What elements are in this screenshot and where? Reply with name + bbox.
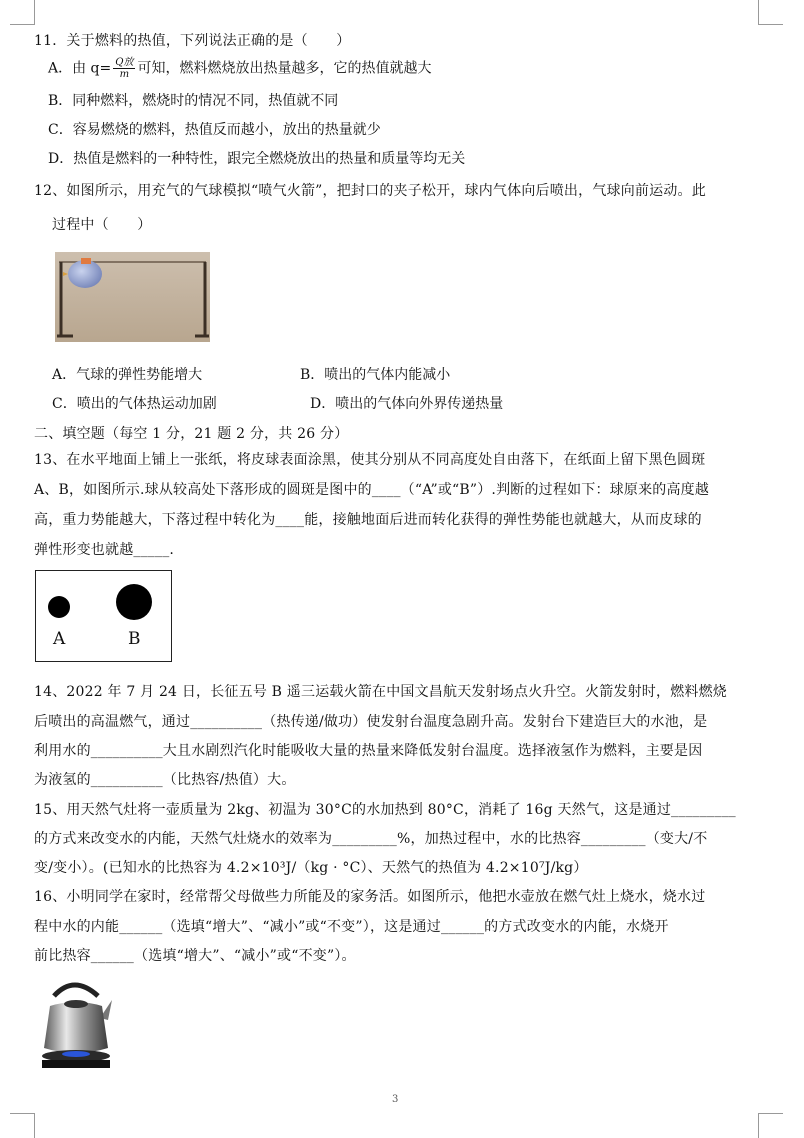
formula-denominator: m	[119, 69, 130, 80]
q14-line-2: 后喷出的高温燃气，通过__________（热传递/做功）使发射台温度急剧升高。发射台下建造巨大的水池，是	[34, 714, 708, 730]
balloon-rocket-photo	[55, 252, 210, 342]
q11-option-c: C．容易燃烧的燃料，热值反而越小，放出的热量就少	[48, 122, 381, 138]
q15-line-3: 变/变小）。(已知水的比热容为 4.2×10³J/（kg · °C）、天然气的热值为 4.2×10⁷J/kg）	[34, 860, 588, 876]
q12-option-d: D．喷出的气体向外界传递热量	[310, 396, 504, 412]
q14-line-4: 为液氢的__________（比热容/热值）大。	[34, 772, 296, 788]
q15-line-1: 15、用天然气灶将一壶质量为 2kg、初温为 30°C的水加热到 80°C，消耗了 16g 天然气，这是通过_________	[34, 802, 736, 818]
q11-stem: 11．关于燃料的热值，下列说法正确的是（ ）	[34, 33, 351, 49]
heat-value-formula	[113, 57, 135, 80]
crop-mark-top-left	[10, 0, 35, 25]
q14-line-3: 利用水的__________大且水剧烈汽化时能吸收大量的热量来降低发射台温度。选择液氢作为燃料，主要是因	[34, 743, 703, 759]
spot-a	[48, 596, 70, 618]
q13-line-1: 13、在水平地面上铺上一张纸，将皮球表面涂黑，使其分别从不同高度处自由落下，在纸面上留下黑色圆斑	[34, 452, 706, 468]
page-number: 3	[392, 1094, 399, 1105]
spot-b-label: B	[128, 629, 141, 649]
q16-line-2: 程中水的内能______（选填“增大”、“减小”或“不变”），这是通过______的方式改变水的内能，水烧开	[34, 919, 669, 935]
q13-line-4: 弹性形变也就越_____.	[34, 542, 175, 558]
spot-a-label: A	[53, 629, 66, 649]
q13-line-3: 高，重力势能越大，下落过程中转化为____能，接触地面后进而转化获得的弹性势能也就越大，从而皮球的	[34, 512, 702, 528]
q14-line-1: 14、2022 年 7 月 24 日，长征五号 B 遥三运载火箭在中国文昌航天发射场点火升空。火箭发射时，燃料燃烧	[34, 684, 728, 700]
q12-stem-line-1: 12、如图所示，用充气的气球模拟“喷气火箭”，把封口的夹子松开，球内气体向后喷出，气球向前运动。此	[34, 183, 706, 199]
spot-b	[116, 584, 152, 620]
q12-stem-line-2: 过程中（ ）	[52, 217, 152, 233]
q16-line-3: 前比热容______（选填“增大”、“减小”或“不变”）。	[34, 948, 356, 964]
ball-spots-figure	[35, 570, 172, 662]
crop-mark-top-right	[758, 0, 783, 25]
q11-option-b: B．同种燃料，燃烧时的情况不同，热值就不同	[48, 93, 339, 109]
q11-option-a-suffix: 可知，燃料燃烧放出热量越多，它的热值就越大	[137, 60, 432, 77]
q15-line-2: 的方式来改变水的内能，天然气灶烧水的效率为_________%，加热过程中，水的比热容_________（变大/不	[34, 831, 708, 847]
q16-line-1: 16、小明同学在家时，经常帮父母做些力所能及的家务活。如图所示，他把水壶放在燃气灶上烧水，烧水过	[34, 889, 706, 905]
q13-line-2: A、B，如图所示.球从较高处下落形成的圆斑是图中的____（“A”或“B”）.判断的过程如下：球原来的高度越	[34, 482, 710, 498]
crop-mark-bottom-right	[758, 1113, 783, 1138]
kettle-on-stove-photo	[36, 976, 116, 1072]
q12-option-b: B．喷出的气体内能减小	[300, 367, 451, 383]
crop-mark-bottom-left	[10, 1113, 35, 1138]
q11-option-a-prefix: A．由 q=	[48, 60, 112, 77]
q11-option-a	[48, 57, 431, 80]
q12-option-c: C．喷出的气体热运动加剧	[52, 396, 217, 412]
q12-option-a: A．气球的弹性势能增大	[52, 367, 203, 383]
formula-numerator: Q放	[115, 57, 134, 68]
balloon-shape	[68, 260, 102, 288]
section-2-heading: 二、填空题（每空 1 分，21 题 2 分，共 26 分）	[34, 426, 349, 442]
q11-option-d: D．热值是燃料的一种特性，跟完全燃烧放出的热量和质量等均无关	[48, 151, 466, 167]
